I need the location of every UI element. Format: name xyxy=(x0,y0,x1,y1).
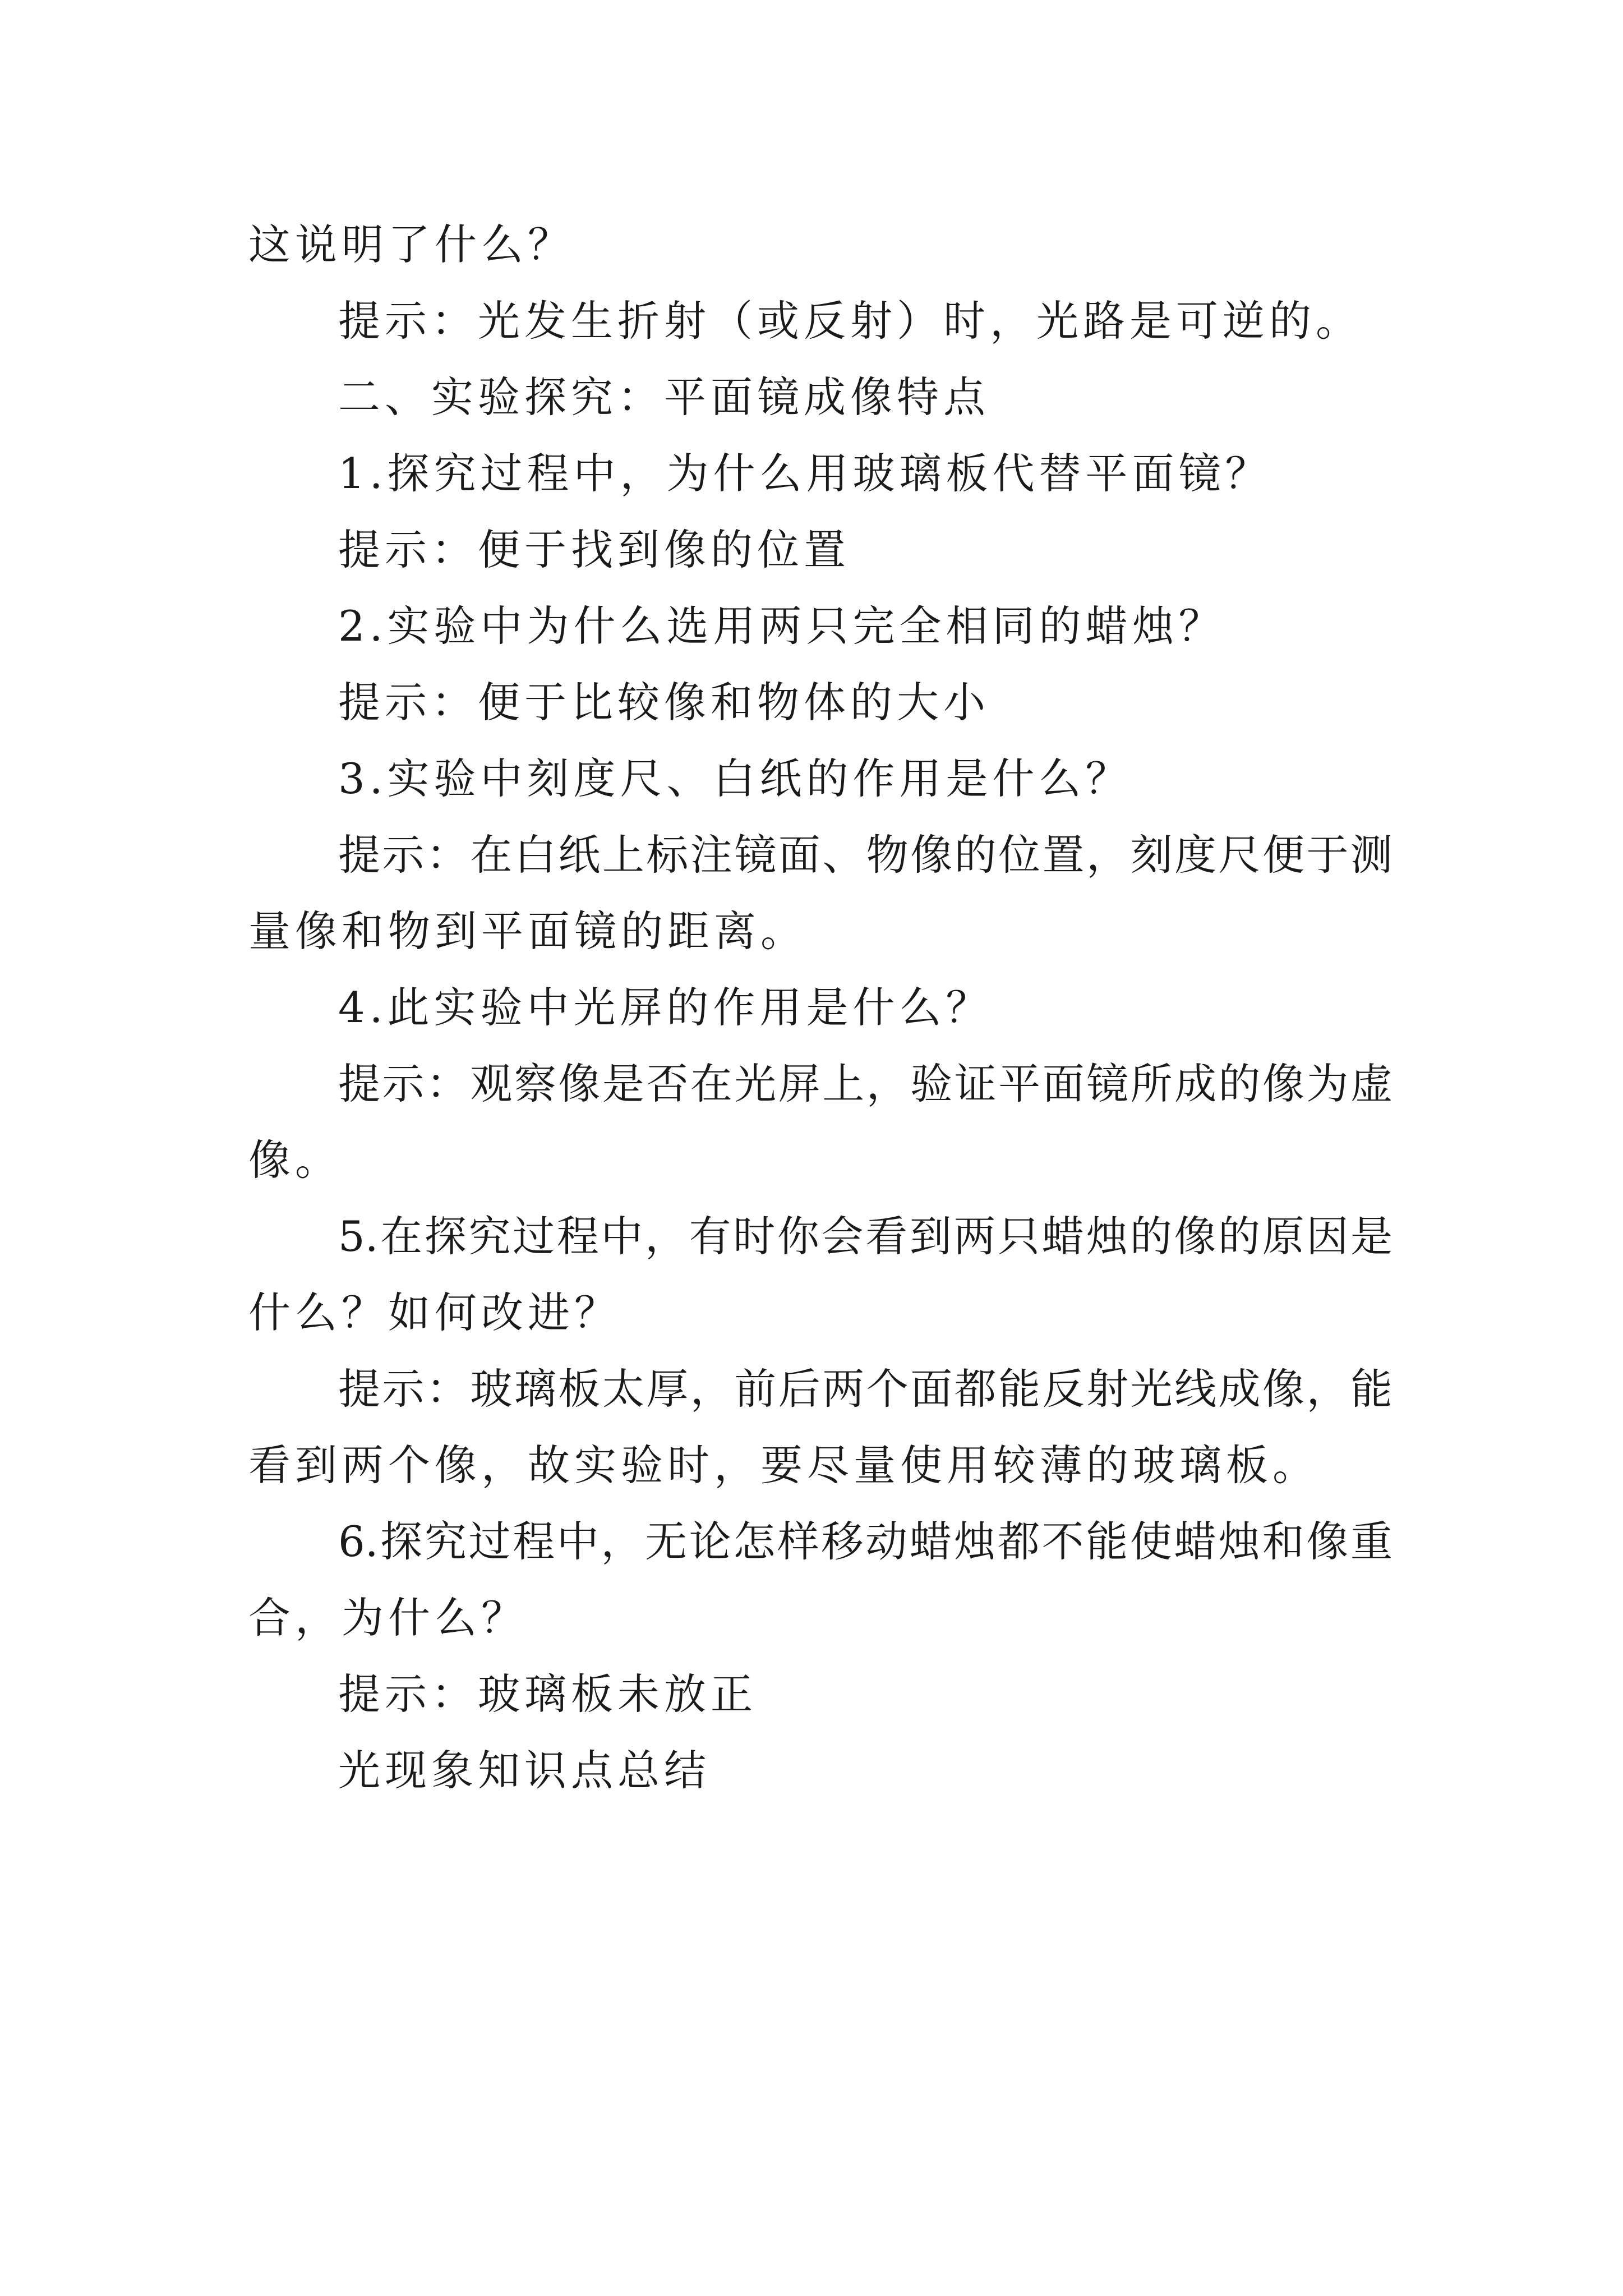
text-line: 这说明了什么？ xyxy=(248,220,575,269)
question-line: 6.探究过程中，无论怎样移动蜡烛都不能使蜡烛和像重 xyxy=(338,1517,1393,1566)
hint-line-continued: 像。 xyxy=(248,1135,342,1185)
question-line: 4.此实验中光屏的作用是什么？ xyxy=(338,983,993,1032)
question-line-continued: 什么？如何改进？ xyxy=(248,1288,621,1337)
hint-line: 提示：玻璃板未放正 xyxy=(338,1669,758,1719)
hint-line: 提示：在白纸上标注镜面、物像的位置，刻度尺便于测 xyxy=(338,830,1393,880)
hint-line-continued: 看到两个像，故实验时，要尽量使用较薄的玻璃板。 xyxy=(248,1441,1320,1490)
section-title: 光现象知识点总结 xyxy=(338,1746,711,1795)
question-line-continued: 合，为什么？ xyxy=(248,1593,528,1642)
hint-line: 提示：便于比较像和物体的大小 xyxy=(338,678,990,727)
question-line: 1.探究过程中，为什么用玻璃板代替平面镜？ xyxy=(338,449,1272,498)
hint-line: 提示：便于找到像的位置 xyxy=(338,525,851,574)
hint-line: 提示：光发生折射（或反射）时，光路是可逆的。 xyxy=(338,296,1363,346)
question-line: 2.实验中为什么选用两只完全相同的蜡烛？ xyxy=(338,601,1225,651)
hint-line: 提示：玻璃板太厚，前后两个面都能反射光线成像，能 xyxy=(338,1364,1393,1414)
question-line: 3.实验中刻度尺、白纸的作用是什么？ xyxy=(338,754,1132,803)
section-heading: 二、实验探究：平面镜成像特点 xyxy=(338,372,990,422)
hint-line-continued: 量像和物到平面镜的距离。 xyxy=(248,907,808,956)
hint-line: 提示：观察像是否在光屏上，验证平面镜所成的像为虚 xyxy=(338,1059,1393,1108)
question-line: 5.在探究过程中，有时你会看到两只蜡烛的像的原因是 xyxy=(338,1212,1393,1261)
